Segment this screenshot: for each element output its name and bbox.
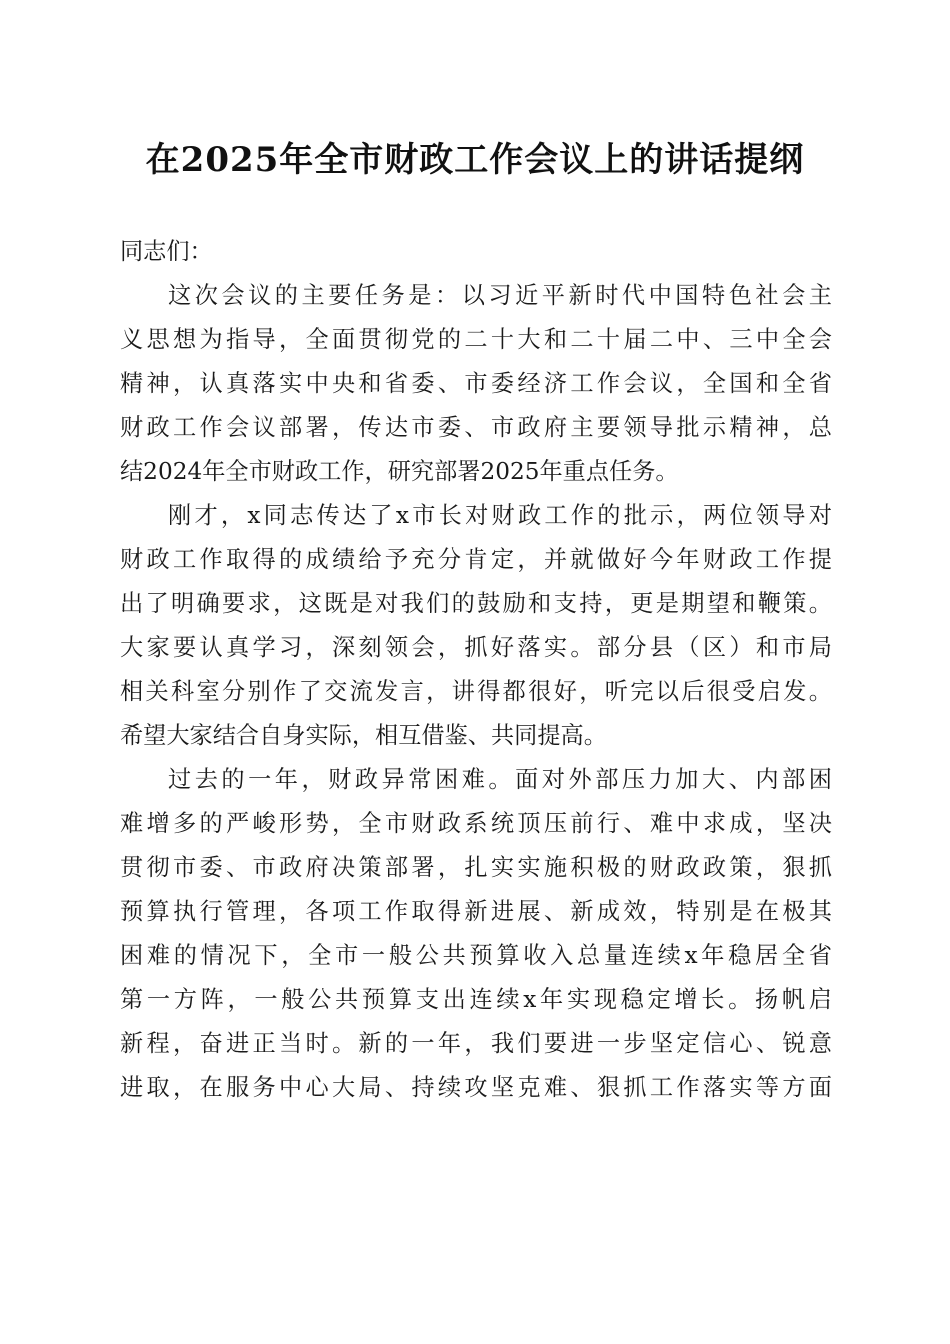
paragraph-line: 大家要认真学习，深刻领会，抓好落实。部分县（区）和市局 — [120, 634, 832, 661]
salutation: 同志们： — [120, 238, 213, 265]
paragraph-line: 义思想为指导，全面贯彻党的二十大和二十届二中、三中全会 — [120, 326, 832, 353]
document-body — [120, 230, 832, 1110]
paragraph-line: 困难的情况下，全市一般公共预算收入总量连续x年稳居全省 — [120, 942, 832, 969]
paragraph-line: 预算执行管理，各项工作取得新进展、新成效，特别是在极其 — [120, 898, 832, 925]
paragraph-line: 财政工作取得的成绩给予充分肯定，并就做好今年财政工作提 — [120, 546, 832, 573]
paragraph-line: 过去的一年，财政异常困难。面对外部压力加大、内部困 — [168, 766, 832, 793]
paragraph-line: 相关科室分别作了交流发言，讲得都很好，听完以后很受启发。 — [120, 678, 832, 705]
paragraph-line: 精神，认真落实中央和省委、市委经济工作会议，全国和全省 — [120, 370, 832, 397]
paragraph-line: 财政工作会议部署，传达市委、市政府主要领导批示精神，总 — [120, 414, 832, 441]
paragraph-line: 贯彻市委、市政府决策部署，扎实实施积极的财政政策，狠抓 — [120, 854, 832, 881]
paragraph-line: 进取，在服务中心大局、持续攻坚克难、狠抓工作落实等方面 — [120, 1074, 832, 1101]
paragraph-line: 新程，奋进正当时。新的一年，我们要进一步坚定信心、锐意 — [120, 1030, 832, 1057]
paragraph-line: 第一方阵，一般公共预算支出连续x年实现稳定增长。扬帆启 — [120, 986, 832, 1013]
paragraph-line: 这次会议的主要任务是：以习近平新时代中国特色社会主 — [168, 282, 832, 309]
paragraph-meeting-tasks — [120, 274, 832, 494]
paragraph-line: 希望大家结合自身实际，相互借鉴、共同提高。 — [120, 722, 607, 749]
paragraph-line: 结2024年全市财政工作，研究部署2025年重点任务。 — [120, 458, 679, 485]
paragraph-line: 难增多的严峻形势，全市财政系统顶压前行、难中求成，坚决 — [120, 810, 832, 837]
paragraph-leader-instructions — [120, 494, 832, 758]
paragraph-past-year-review — [120, 758, 832, 1110]
document-title: 在2025年全市财政工作会议上的讲话提纲 — [145, 140, 805, 180]
paragraph-line: 出了明确要求，这既是对我们的鼓励和支持，更是期望和鞭策。 — [120, 590, 832, 617]
paragraph-line: 刚才，x同志传达了x市长对财政工作的批示，两位领导对 — [168, 502, 832, 529]
